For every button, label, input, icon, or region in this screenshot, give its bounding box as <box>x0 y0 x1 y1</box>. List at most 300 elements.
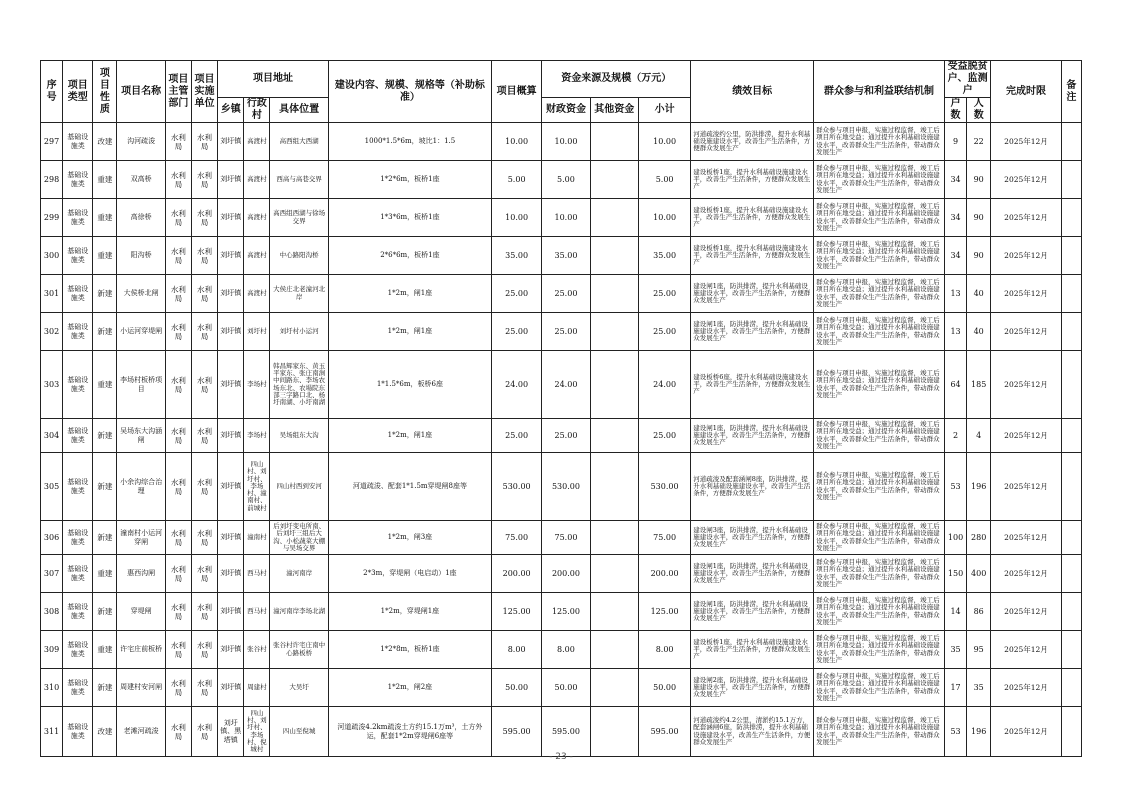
cell-deadline: 2025年12月 <box>991 123 1061 161</box>
cell-other <box>590 313 638 351</box>
cell-subtotal: 5.00 <box>638 161 690 199</box>
cell-dept: 水利局 <box>165 669 191 707</box>
cell-impl: 水利局 <box>191 707 217 757</box>
cell-deadline: 2025年12月 <box>991 555 1061 593</box>
cell-name: 阳沟桥 <box>117 237 165 275</box>
cell-households: 34 <box>944 237 966 275</box>
cell-village: 西马村 <box>244 555 270 593</box>
header-seq: 序号 <box>41 61 63 123</box>
cell-position: 大侯庄北老潼河北岸 <box>270 275 328 313</box>
cell-people: 196 <box>967 453 991 521</box>
cell-households: 150 <box>944 555 966 593</box>
cell-impl: 水利局 <box>191 555 217 593</box>
cell-position: 张谷村许宅庄南中心路板桥 <box>270 631 328 669</box>
cell-fiscal: 10.00 <box>542 199 590 237</box>
cell-town: 刘圩镇 <box>218 453 244 521</box>
table-row <box>41 237 1082 275</box>
cell-subtotal: 25.00 <box>638 419 690 453</box>
cell-budget: 10.00 <box>491 199 541 237</box>
header-type: 项目类型 <box>63 61 93 123</box>
cell-households: 13 <box>944 313 966 351</box>
cell-seq: 300 <box>41 237 63 275</box>
cell-content: 1*2m，闸1座 <box>328 313 491 351</box>
cell-name: 小余沟综合治理 <box>117 453 165 521</box>
cell-remark <box>1061 237 1081 275</box>
cell-mechanism: 群众参与项目申报，实施过程监督，竣工后项目所在地受益；通过提升水利基础设施建设水平，改善群众生产生活条件，带动群众发展生产 <box>814 419 945 453</box>
cell-dept: 水利局 <box>165 313 191 351</box>
table-row <box>41 555 1082 593</box>
cell-mechanism: 群众参与项目申报，实施过程监督，竣工后项目所在地受益；通过提升水利基础设施建设水平，改善群众生产生活条件，带动群众发展生产 <box>814 161 945 199</box>
cell-position: 大吴圩 <box>270 669 328 707</box>
cell-deadline: 2025年12月 <box>991 419 1061 453</box>
cell-people: 400 <box>967 555 991 593</box>
table-row <box>41 669 1082 707</box>
cell-subtotal: 125.00 <box>638 593 690 631</box>
cell-remark <box>1061 453 1081 521</box>
cell-nature: 重建 <box>93 631 117 669</box>
cell-nature: 新建 <box>93 521 117 555</box>
cell-goal: 建设板桥1座，提升水利基础设施建设水平，改善生产生活条件，方便群众发展生产 <box>691 199 814 237</box>
cell-fiscal: 530.00 <box>542 453 590 521</box>
cell-deadline: 2025年12月 <box>991 161 1061 199</box>
cell-seq: 301 <box>41 275 63 313</box>
cell-position: 韩昌辉家东、黄玉平家东、张庄南涧中间路东、李场农场东北、农場院东部三字路口北、杨圩南湖、小圩南湖 <box>270 351 328 419</box>
cell-budget: 25.00 <box>491 419 541 453</box>
cell-name: 穿堤闸 <box>117 593 165 631</box>
table-row <box>41 521 1082 555</box>
cell-content: 1*2m，闸1座 <box>328 419 491 453</box>
cell-people: 35 <box>967 669 991 707</box>
cell-remark <box>1061 351 1081 419</box>
cell-remark <box>1061 275 1081 313</box>
cell-town: 刘圩镇、黑塔镇 <box>218 707 244 757</box>
cell-name: 潼南村小运河穿闸 <box>117 521 165 555</box>
cell-content: 1*1.5*6m，板桥6座 <box>328 351 491 419</box>
header-fiscal: 财政资金 <box>542 98 590 123</box>
cell-village: 西马村 <box>244 593 270 631</box>
cell-type: 基础设施类 <box>63 631 93 669</box>
cell-remark <box>1061 123 1081 161</box>
cell-goal: 河道疏浚约公里，防洪排涝，提升水利基础设施建设水平，改善生产生活条件，方便群众发展生产 <box>691 123 814 161</box>
cell-town: 刘圩镇 <box>218 631 244 669</box>
cell-village: 李场村 <box>244 351 270 419</box>
cell-people: 280 <box>967 521 991 555</box>
cell-impl: 水利局 <box>191 453 217 521</box>
cell-nature: 重建 <box>93 351 117 419</box>
cell-fiscal: 595.00 <box>542 707 590 757</box>
cell-position: 潼河南岸李场北湖 <box>270 593 328 631</box>
cell-households: 34 <box>944 199 966 237</box>
cell-remark <box>1061 555 1081 593</box>
cell-seq: 310 <box>41 669 63 707</box>
header-name: 项目名称 <box>117 61 165 123</box>
cell-deadline: 2025年12月 <box>991 521 1061 555</box>
cell-remark <box>1061 313 1081 351</box>
cell-people: 90 <box>967 161 991 199</box>
cell-impl: 水利局 <box>191 351 217 419</box>
cell-budget: 25.00 <box>491 275 541 313</box>
cell-mechanism: 群众参与项目申报，实施过程监督，竣工后项目所在地受益；通过提升水利基础设施建设水平，改善群众生产生活条件，带动群众发展生产 <box>814 199 945 237</box>
cell-type: 基础设施类 <box>63 669 93 707</box>
cell-budget: 8.00 <box>491 631 541 669</box>
cell-mechanism: 群众参与项目申报，实施过程监督，竣工后项目所在地受益；通过提升水利基础设施建设水平，改善群众生产生活条件，带动群众发展生产 <box>814 237 945 275</box>
cell-mechanism: 群众参与项目申报，实施过程监督，竣工后项目所在地受益；通过提升水利基础设施建设水平，改善群众生产生活条件，带动群众发展生产 <box>814 351 945 419</box>
project-table <box>40 60 1082 757</box>
cell-position: 潼河南岸 <box>270 555 328 593</box>
cell-town: 刘圩镇 <box>218 313 244 351</box>
header-position: 具体位置 <box>270 98 328 123</box>
cell-impl: 水利局 <box>191 161 217 199</box>
cell-village: 四山村、刘圩村、李场村、潼南村、前城村 <box>244 453 270 521</box>
cell-other <box>590 631 638 669</box>
cell-impl: 水利局 <box>191 521 217 555</box>
cell-nature: 改建 <box>93 123 117 161</box>
cell-dept: 水利局 <box>165 237 191 275</box>
cell-seq: 309 <box>41 631 63 669</box>
cell-village: 高渡村 <box>244 275 270 313</box>
cell-town: 刘圩镇 <box>218 593 244 631</box>
cell-deadline: 2025年12月 <box>991 351 1061 419</box>
cell-dept: 水利局 <box>165 161 191 199</box>
cell-position: 西高与高巷交界 <box>270 161 328 199</box>
cell-position: 高西组西湖与徐场交界 <box>270 199 328 237</box>
cell-type: 基础设施类 <box>63 593 93 631</box>
cell-other <box>590 351 638 419</box>
cell-fiscal: 35.00 <box>542 237 590 275</box>
cell-dept: 水利局 <box>165 453 191 521</box>
cell-fiscal: 25.00 <box>542 313 590 351</box>
cell-dept: 水利局 <box>165 123 191 161</box>
cell-type: 基础设施类 <box>63 237 93 275</box>
cell-households: 100 <box>944 521 966 555</box>
cell-other <box>590 453 638 521</box>
cell-name: 高徐桥 <box>117 199 165 237</box>
cell-position: 中心路阳沟桥 <box>270 237 328 275</box>
table-row <box>41 161 1082 199</box>
cell-subtotal: 10.00 <box>638 123 690 161</box>
cell-goal: 建设闸3座，防洪排涝，提升水利基础设施建设水平，改善生产生活条件，方便群众发展生产 <box>691 521 814 555</box>
cell-town: 刘圩镇 <box>218 199 244 237</box>
cell-budget: 125.00 <box>491 593 541 631</box>
cell-remark <box>1061 669 1081 707</box>
cell-goal: 建设闸2座，防洪排涝，提升水利基础设施建设水平，改善生产生活条件，方便群众发展生产 <box>691 669 814 707</box>
cell-goal: 建设闸1座，防洪排涝，提升水利基础设施建设水平，改善生产生活条件，方便群众发展生产 <box>691 419 814 453</box>
cell-impl: 水利局 <box>191 123 217 161</box>
cell-mechanism: 群众参与项目申报，实施过程监督，竣工后项目所在地受益；通过提升水利基础设施建设水平，改善群众生产生活条件，带动群众发展生产 <box>814 123 945 161</box>
cell-households: 9 <box>944 123 966 161</box>
cell-fiscal: 5.00 <box>542 161 590 199</box>
cell-content: 河道疏浚、配套1*1.5m穿堤闸8座等 <box>328 453 491 521</box>
table-row <box>41 351 1082 419</box>
cell-type: 基础设施类 <box>63 123 93 161</box>
cell-other <box>590 237 638 275</box>
table-row <box>41 313 1082 351</box>
cell-type: 基础设施类 <box>63 313 93 351</box>
cell-budget: 75.00 <box>491 521 541 555</box>
cell-other <box>590 123 638 161</box>
cell-nature: 重建 <box>93 161 117 199</box>
cell-type: 基础设施类 <box>63 199 93 237</box>
cell-village: 周建村 <box>244 669 270 707</box>
cell-seq: 297 <box>41 123 63 161</box>
cell-subtotal: 25.00 <box>638 313 690 351</box>
cell-goal: 建设闸1座，防洪排涝，提升水利基础设施建设水平，改善生产生活条件，方便群众发展生产 <box>691 313 814 351</box>
cell-dept: 水利局 <box>165 419 191 453</box>
cell-subtotal: 35.00 <box>638 237 690 275</box>
cell-mechanism: 群众参与项目申报，实施过程监督，竣工后项目所在地受益；通过提升水利基础设施建设水平，改善群众生产生活条件，带动群众发展生产 <box>814 275 945 313</box>
cell-households: 14 <box>944 593 966 631</box>
cell-dept: 水利局 <box>165 707 191 757</box>
cell-dept: 水利局 <box>165 521 191 555</box>
cell-seq: 304 <box>41 419 63 453</box>
cell-mechanism: 群众参与项目申报，实施过程监督，竣工后项目所在地受益；通过提升水利基础设施建设水平，改善群众生产生活条件，带动群众发展生产 <box>814 453 945 521</box>
header-budget: 项目概算 <box>491 61 541 123</box>
cell-remark <box>1061 707 1081 757</box>
cell-budget: 24.00 <box>491 351 541 419</box>
cell-deadline: 2025年12月 <box>991 669 1061 707</box>
table-row <box>41 593 1082 631</box>
cell-village: 高渡村 <box>244 161 270 199</box>
header-mechanism: 群众参与和利益联结机制 <box>814 61 945 123</box>
cell-nature: 新建 <box>93 419 117 453</box>
cell-village: 李场村 <box>244 419 270 453</box>
cell-goal: 建设闸1座，防洪排涝，提升水利基础设施建设水平，改善生产生活条件，方便群众发展生产 <box>691 555 814 593</box>
cell-content: 1*2m，闸1座 <box>328 275 491 313</box>
cell-nature: 重建 <box>93 237 117 275</box>
cell-subtotal: 25.00 <box>638 275 690 313</box>
cell-budget: 595.00 <box>491 707 541 757</box>
table-row <box>41 631 1082 669</box>
cell-town: 刘圩镇 <box>218 669 244 707</box>
cell-households: 53 <box>944 707 966 757</box>
cell-mechanism: 群众参与项目申报，实施过程监督，竣工后项目所在地受益；通过提升水利基础设施建设水平，改善群众生产生活条件，带动群众发展生产 <box>814 631 945 669</box>
cell-households: 17 <box>944 669 966 707</box>
header-remark: 备注 <box>1061 61 1081 123</box>
cell-other <box>590 419 638 453</box>
cell-position: 刘圩村小运河 <box>270 313 328 351</box>
cell-budget: 50.00 <box>491 669 541 707</box>
cell-seq: 308 <box>41 593 63 631</box>
cell-goal: 建设闸1座，防洪排涝，提升水利基础设施建设水平，改善生产生活条件，方便群众发展生产 <box>691 275 814 313</box>
table-row <box>41 199 1082 237</box>
header-beneficiary: 受益脱贫户、监测户 <box>944 61 990 98</box>
cell-remark <box>1061 419 1081 453</box>
cell-households: 53 <box>944 453 966 521</box>
cell-remark <box>1061 593 1081 631</box>
cell-remark <box>1061 631 1081 669</box>
cell-fiscal: 10.00 <box>542 123 590 161</box>
cell-name: 吴场东大沟涵闸 <box>117 419 165 453</box>
cell-goal: 河道疏浚约4.2公里，清淤约15.1万方，配套涵闸6座，防洪排涝，提升水利基础设施建设水平，改善生产生活条件，方便群众发展生产 <box>691 707 814 757</box>
cell-budget: 25.00 <box>491 313 541 351</box>
header-impl: 项目实施单位 <box>191 61 217 123</box>
cell-deadline: 2025年12月 <box>991 199 1061 237</box>
header-dept: 项目主管部门 <box>165 61 191 123</box>
header-subtotal: 小计 <box>638 98 690 123</box>
cell-people: 86 <box>967 593 991 631</box>
cell-content: 1*3*6m，板桥1座 <box>328 199 491 237</box>
cell-subtotal: 50.00 <box>638 669 690 707</box>
cell-nature: 新建 <box>93 275 117 313</box>
cell-name: 双高桥 <box>117 161 165 199</box>
cell-households: 35 <box>944 631 966 669</box>
cell-impl: 水利局 <box>191 631 217 669</box>
cell-subtotal: 24.00 <box>638 351 690 419</box>
cell-content: 2*6*6m，板桥1座 <box>328 237 491 275</box>
cell-fiscal: 25.00 <box>542 275 590 313</box>
cell-households: 64 <box>944 351 966 419</box>
table-row <box>41 123 1082 161</box>
cell-seq: 303 <box>41 351 63 419</box>
cell-nature: 重建 <box>93 555 117 593</box>
cell-budget: 35.00 <box>491 237 541 275</box>
cell-mechanism: 群众参与项目申报，实施过程监督，竣工后项目所在地受益；通过提升水利基础设施建设水平，改善群众生产生活条件，带动群众发展生产 <box>814 593 945 631</box>
cell-village: 潼南村 <box>244 521 270 555</box>
table-row <box>41 275 1082 313</box>
cell-town: 刘圩镇 <box>218 161 244 199</box>
cell-other <box>590 275 638 313</box>
cell-seq: 298 <box>41 161 63 199</box>
cell-nature: 改建 <box>93 707 117 757</box>
cell-people: 95 <box>967 631 991 669</box>
cell-people: 90 <box>967 199 991 237</box>
cell-other <box>590 707 638 757</box>
cell-content: 1*2m，闸3座 <box>328 521 491 555</box>
cell-dept: 水利局 <box>165 275 191 313</box>
header-funding: 资金来源及规模（万元） <box>542 61 691 98</box>
cell-town: 刘圩镇 <box>218 419 244 453</box>
cell-type: 基础设施类 <box>63 555 93 593</box>
cell-seq: 305 <box>41 453 63 521</box>
cell-impl: 水利局 <box>191 593 217 631</box>
cell-subtotal: 530.00 <box>638 453 690 521</box>
cell-impl: 水利局 <box>191 313 217 351</box>
cell-name: 沟河疏浚 <box>117 123 165 161</box>
cell-fiscal: 50.00 <box>542 669 590 707</box>
cell-other <box>590 199 638 237</box>
cell-people: 90 <box>967 237 991 275</box>
cell-name: 周建村安河闸 <box>117 669 165 707</box>
cell-fiscal: 75.00 <box>542 521 590 555</box>
cell-town: 刘圩镇 <box>218 275 244 313</box>
cell-position: 高西组大西湖 <box>270 123 328 161</box>
cell-other <box>590 555 638 593</box>
header-nature: 项目性质 <box>93 61 117 123</box>
cell-other <box>590 161 638 199</box>
cell-nature: 新建 <box>93 313 117 351</box>
cell-impl: 水利局 <box>191 275 217 313</box>
cell-subtotal: 75.00 <box>638 521 690 555</box>
cell-village: 高渡村 <box>244 237 270 275</box>
header-location: 项目地址 <box>218 61 329 98</box>
header-people: 人数 <box>967 98 991 123</box>
cell-dept: 水利局 <box>165 351 191 419</box>
cell-village: 四山村、刘圩村、李场村、倪城村 <box>244 707 270 757</box>
cell-fiscal: 25.00 <box>542 419 590 453</box>
header-town: 乡镇 <box>218 98 244 123</box>
cell-name: 惠西沟闸 <box>117 555 165 593</box>
cell-content: 1*2*6m，板桥1座 <box>328 161 491 199</box>
cell-subtotal: 8.00 <box>638 631 690 669</box>
cell-other <box>590 521 638 555</box>
cell-name: 小运河穿堤闸 <box>117 313 165 351</box>
cell-mechanism: 群众参与项目申报，实施过程监督，竣工后项目所在地受益；通过提升水利基础设施建设水平，改善群众生产生活条件，带动群众发展生产 <box>814 707 945 757</box>
cell-name: 许宅庄前板桥 <box>117 631 165 669</box>
cell-budget: 530.00 <box>491 453 541 521</box>
cell-remark <box>1061 521 1081 555</box>
cell-remark <box>1061 161 1081 199</box>
cell-position: 四山至倪城 <box>270 707 328 757</box>
cell-deadline: 2025年12月 <box>991 631 1061 669</box>
cell-budget: 200.00 <box>491 555 541 593</box>
cell-dept: 水利局 <box>165 593 191 631</box>
table-row <box>41 453 1082 521</box>
cell-nature: 重建 <box>93 199 117 237</box>
cell-budget: 5.00 <box>491 161 541 199</box>
cell-name: 老滩河疏浚 <box>117 707 165 757</box>
cell-content: 1*2m，闸2座 <box>328 669 491 707</box>
cell-nature: 新建 <box>93 669 117 707</box>
cell-content: 1*2m，穿堤闸1座 <box>328 593 491 631</box>
cell-name: 李场村板桥项目 <box>117 351 165 419</box>
cell-fiscal: 8.00 <box>542 631 590 669</box>
header-deadline: 完成时限 <box>991 61 1061 123</box>
cell-type: 基础设施类 <box>63 419 93 453</box>
cell-village: 张谷村 <box>244 631 270 669</box>
cell-seq: 307 <box>41 555 63 593</box>
cell-dept: 水利局 <box>165 555 191 593</box>
cell-people: 4 <box>967 419 991 453</box>
cell-town: 刘圩镇 <box>218 555 244 593</box>
header-households: 户数 <box>944 98 966 123</box>
cell-mechanism: 群众参与项目申报，实施过程监督，竣工后项目所在地受益；通过提升水利基础设施建设水平，改善群众生产生活条件，带动群众发展生产 <box>814 669 945 707</box>
cell-seq: 302 <box>41 313 63 351</box>
cell-subtotal: 200.00 <box>638 555 690 593</box>
cell-type: 基础设施类 <box>63 161 93 199</box>
cell-people: 196 <box>967 707 991 757</box>
cell-position: 后刘圩变电所南、后刘圩三组后大沟、小松蔬菜大棚与吴场交界 <box>270 521 328 555</box>
cell-goal: 建设板桥1座，提升水利基础设施建设水平，改善生产生活条件，方便群众发展生产 <box>691 237 814 275</box>
cell-impl: 水利局 <box>191 419 217 453</box>
cell-town: 刘圩镇 <box>218 351 244 419</box>
cell-content: 1000*1.5*6m，坡比1：1.5 <box>328 123 491 161</box>
cell-village: 刘圩村 <box>244 313 270 351</box>
cell-other <box>590 593 638 631</box>
cell-people: 22 <box>967 123 991 161</box>
cell-town: 刘圩镇 <box>218 521 244 555</box>
cell-households: 34 <box>944 161 966 199</box>
cell-subtotal: 595.00 <box>638 707 690 757</box>
cell-impl: 水利局 <box>191 669 217 707</box>
cell-position: 四山村西到安河 <box>270 453 328 521</box>
cell-fiscal: 200.00 <box>542 555 590 593</box>
cell-nature: 新建 <box>93 453 117 521</box>
cell-budget: 10.00 <box>491 123 541 161</box>
cell-subtotal: 10.00 <box>638 199 690 237</box>
cell-deadline: 2025年12月 <box>991 237 1061 275</box>
cell-content: 河道疏浚4.2km疏浚土方约15.1万m³，土方外运，配套1*2m穿堤闸6座等 <box>328 707 491 757</box>
cell-goal: 建设板桥1座，提升水利基础设施建设水平，改善生产生活条件，方便群众发展生产 <box>691 631 814 669</box>
cell-type: 基础设施类 <box>63 275 93 313</box>
cell-seq: 306 <box>41 521 63 555</box>
cell-people: 40 <box>967 313 991 351</box>
cell-nature: 新建 <box>93 593 117 631</box>
project-table-page <box>40 60 1082 757</box>
header-other: 其他资金 <box>590 98 638 123</box>
cell-impl: 水利局 <box>191 199 217 237</box>
cell-households: 13 <box>944 275 966 313</box>
cell-goal: 建设板桥1座，提升水利基础设施建设水平，改善生产生活条件，方便群众发展生产 <box>691 161 814 199</box>
